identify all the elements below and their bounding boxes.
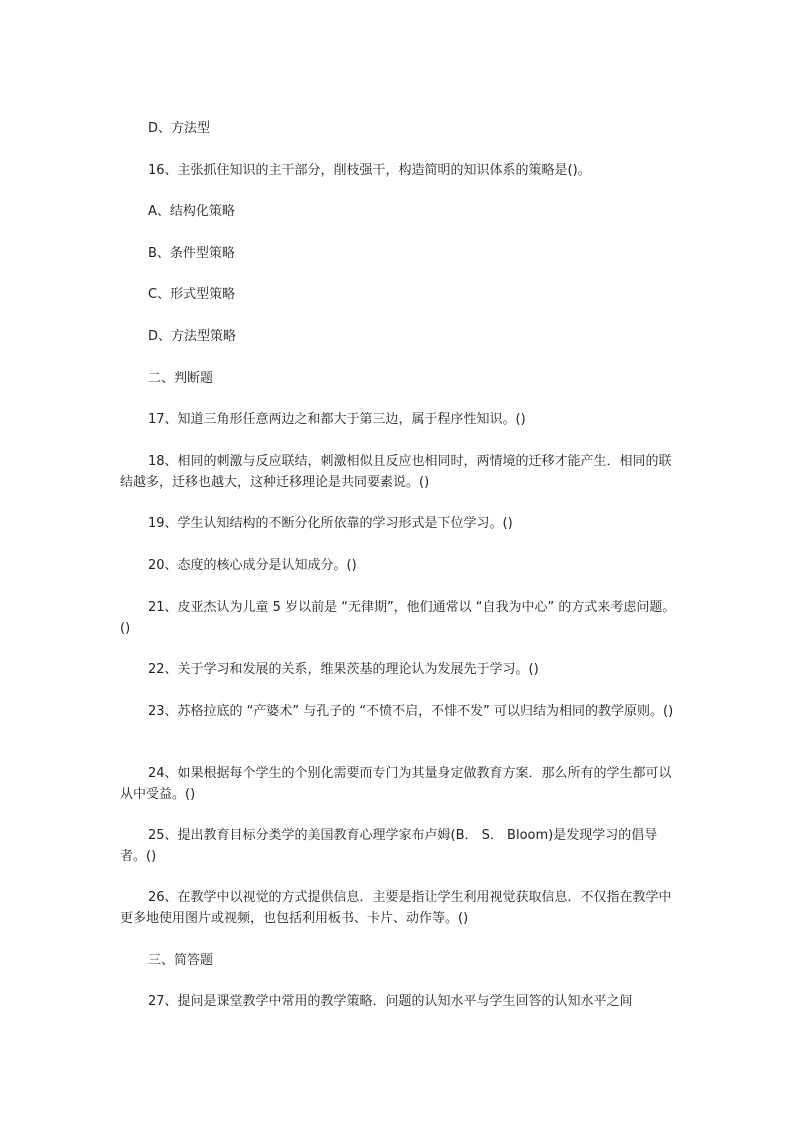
option-a: A、结构化策略 bbox=[148, 204, 235, 219]
question-22: 22、关于学习和发展的关系，维果茨基的理论认为发展先于学习。() bbox=[148, 662, 539, 677]
question-25: 25、提出教育目标分类学的美国教育心理学家布卢姆(B． S． Bloom)是发现学习的倡导者。() bbox=[120, 828, 658, 864]
question-26: 26、在教学中以视觉的方式提供信息．主要是指让学生利用视觉获取信息．不仅指在教学中更多地使用图片或视频，也包括利用板书、卡片、动作等。() bbox=[120, 890, 672, 926]
question-20: 20、态度的核心成分是认知成分。() bbox=[148, 558, 357, 573]
question-17: 17、知道三角形任意两边之和都大于第三边，属于程序性知识。() bbox=[148, 412, 526, 427]
option-c: C、形式型策略 bbox=[148, 287, 236, 302]
section-heading-judgement: 二、判断题 bbox=[148, 371, 214, 386]
question-27: 27、提问是课堂教学中常用的教学策略．问题的认知水平与学生回答的认知水平之间 bbox=[148, 994, 633, 1009]
question-16: 16、主张抓住知识的主干部分，削枝强干，构造简明的知识体系的策略是()。 bbox=[148, 163, 591, 178]
question-23: 23、苏格拉底的 “产婆术” 与孔子的 “不愤不启，不悱不发” 可以归结为相同的教学原则。() bbox=[148, 704, 674, 719]
question-21: 21、皮亚杰认为儿童 5 岁以前是 “无律期”，他们通常以 “自我为中心” 的方式来考虑问题。() bbox=[120, 600, 676, 636]
option-b: B、条件型策略 bbox=[148, 246, 235, 261]
question-19: 19、学生认知结构的不断分化所依靠的学习形式是下位学习。() bbox=[148, 516, 513, 531]
option-d-method-type: D、方法型 bbox=[148, 121, 211, 136]
question-18: 18、相同的刺激与反应联结，刺激相似且反应也相同时，两情境的迁移才能产生．相同的联结越多，迁移也越大，这种迁移理论是共同要素说。() bbox=[120, 454, 672, 490]
question-24: 24、如果根据每个学生的个别化需要而专门为其量身定做教育方案．那么所有的学生都可以从中受益。() bbox=[120, 766, 672, 802]
section-heading-short-answer: 三、简答题 bbox=[148, 953, 214, 968]
option-d: D、方法型策略 bbox=[148, 329, 237, 344]
